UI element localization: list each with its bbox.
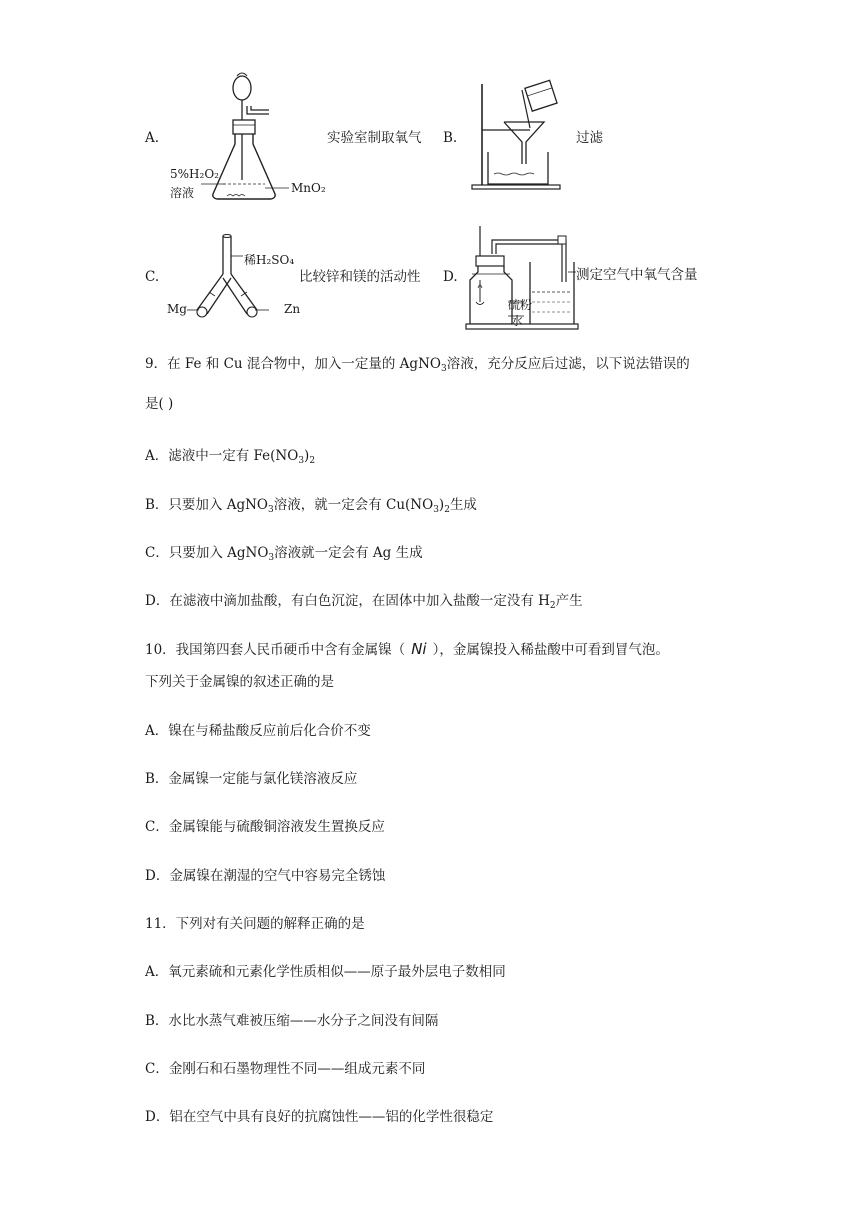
q9-stem-line2: 是( )	[145, 396, 174, 412]
q10-option-a: A．镍在与稀盐酸反应前后化合价不变	[145, 723, 371, 739]
label-h2o2: 5%H₂O₂	[170, 167, 219, 181]
q11-option-c: C．金刚石和石墨物理性不同——组成元素不同	[145, 1061, 426, 1077]
q10-stem-line1: 10．我国第四套人民币硬币中含有金属镍（ Ni ），金属镍投入稀盐酸中可看到冒气泡。	[145, 640, 669, 658]
q10-option-c: C．金属镍能与硫酸铜溶液发生置换反应	[145, 819, 385, 835]
q9-option-a: A．滤液中一定有 $Fe(NO_3)_2$	[145, 448, 316, 466]
q11-option-d: D．铝在空气中具有良好的抗腐蚀性——铝的化学性很稳定	[145, 1109, 494, 1125]
option-d-caption: 测定空气中氧气含量	[576, 267, 698, 283]
q11-option-a: A．氧元素硫和元素化学性质相似——原子最外层电子数相同	[145, 964, 506, 980]
q11-option-b: B．水比水蒸气难被压缩——水分子之间没有间隔	[145, 1013, 439, 1029]
label-sulfur-powder: 硫粉	[508, 298, 533, 312]
label-solution: 溶液	[170, 186, 195, 200]
q10-option-d: D．金属镍在潮湿的空气中容易完全锈蚀	[145, 868, 386, 884]
option-a-letter: A.	[145, 130, 160, 146]
option-c-caption: 比较锌和镁的活动性	[299, 269, 421, 285]
label-dilute-acid: 稀H₂SO₄	[244, 253, 295, 267]
option-d-letter: D.	[443, 269, 458, 285]
q10-stem-line2: 下列关于金属镍的叙述正确的是	[145, 674, 334, 690]
q9-option-c: C．只要加入 AgNO$_3$溶液就一定会有 Ag 生成	[145, 545, 423, 563]
label-water: 水	[511, 314, 524, 328]
label-mg: Mg	[167, 302, 187, 316]
option-a-caption: 实验室制取氧气	[327, 130, 422, 146]
q11-stem: 11．下列对有关问题的解释正确的是	[145, 916, 365, 932]
option-b-caption: 过滤	[576, 130, 603, 146]
q10-option-b: B．金属镍一定能与氯化镁溶液反应	[145, 771, 358, 787]
option-c-letter: C.	[145, 269, 160, 285]
nickel-symbol: Ni	[411, 640, 427, 658]
label-mno2: MnO₂	[291, 181, 326, 195]
figure-filtration	[460, 78, 570, 193]
q9-option-d: D．在滤液中滴加盐酸，有白色沉淀，在固体中加入盐酸一定没有 $H_2$产生	[145, 593, 583, 611]
q9-option-b: B．只要加入 AgNO$_3$溶液，就一定会有 $Cu(NO_3)_2$生成	[145, 497, 477, 515]
option-b-letter: B.	[443, 130, 458, 146]
q9-stem-line1: 9．在 Fe 和 Cu 混合物中，加入一定量的 AgNO$_3$溶液，充分反应后过滤，以下说法错误的	[145, 356, 690, 374]
label-zn: Zn	[284, 302, 301, 316]
